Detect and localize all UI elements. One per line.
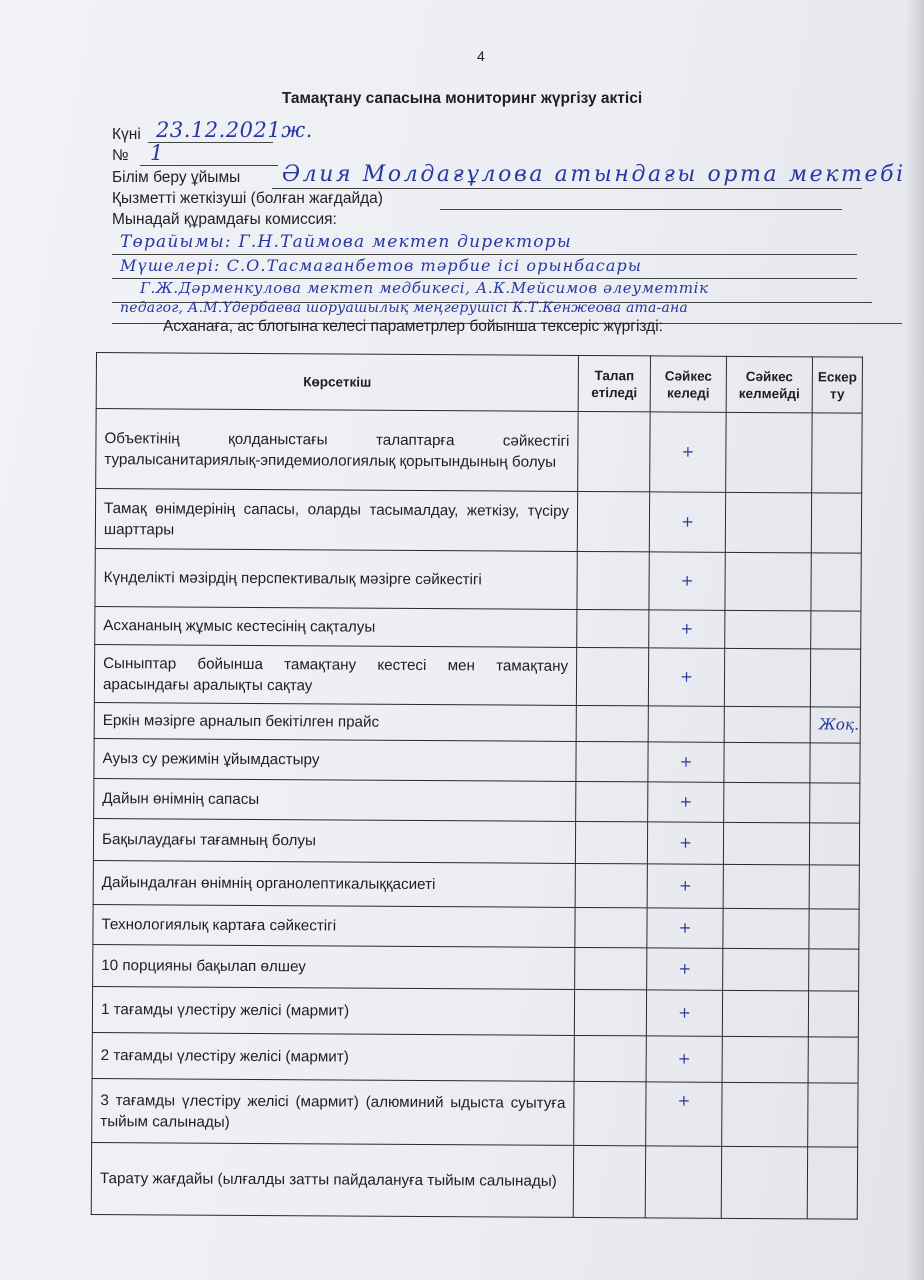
note-cell [809, 865, 859, 909]
number-label: № [112, 147, 129, 164]
note-cell [809, 823, 859, 865]
noncompliant-cell [723, 822, 809, 865]
compliant-mark: + [647, 948, 723, 990]
note-cell [810, 743, 860, 783]
criterion-cell: Тарату жағдайы (ылғалды затты пайдалануға тыйым салынады) [91, 1142, 573, 1217]
noncompliant-cell [725, 552, 811, 611]
noncompliant-cell [724, 782, 810, 823]
note-cell [811, 553, 861, 611]
org-value: Әлия Молдағұлова атындағы орта мектебі [282, 162, 906, 187]
criterion-cell: Тамақ өнімдерінің сапасы, оларды тасымалдау, жеткізу, түсіру шарттары [95, 489, 577, 552]
criterion-cell: 10 порцияны бақылап өлшеу [93, 944, 575, 989]
required-cell [575, 821, 647, 863]
required-cell [574, 989, 646, 1035]
required-cell [576, 647, 648, 705]
table-row [93, 860, 859, 909]
criterion-cell: 2 тағамды үлестіру желісі (мармит) [92, 1032, 574, 1081]
criterion-cell: Сыныптар бойынша тамақтану кестесі мен тамақтану арасындағы аралықты сақтау [94, 644, 576, 705]
header-noncompliant: Сәйкес келмейді [726, 356, 812, 413]
noncompliant-cell [724, 648, 810, 707]
number-underline [140, 165, 278, 166]
inspection-text: Асханаға, ас блогына келесі параметрлер бойынша тексеріс жүргізді: [163, 318, 663, 335]
note-cell [812, 413, 862, 493]
compliant-mark: + [649, 552, 725, 610]
criterion-cell: 3 тағамды үлестіру желісі (мармит) (алюминий ыдыста суытуға тыйым салынады) [92, 1078, 574, 1145]
table-row [94, 644, 860, 707]
criterion-cell: Еркін мәзірге арналып бекітілген прайс [94, 702, 576, 741]
compliant-mark: + [650, 412, 726, 492]
header-indicator: Көрсеткіш [96, 353, 578, 412]
compliant-mark: + [648, 782, 724, 822]
noncompliant-cell [724, 742, 810, 783]
criterion-cell: Ауыз су режимін ұйымдастыру [94, 738, 576, 781]
date-value: 23.12.2021ж. [156, 118, 313, 142]
note-cell [810, 783, 860, 823]
table-row [94, 702, 860, 743]
required-cell [577, 609, 649, 647]
table-row [93, 818, 859, 865]
note-handwritten: Жоқ. [810, 707, 860, 743]
number-value: 1 [150, 141, 164, 165]
table-row [95, 606, 861, 649]
commission-line-2: Мүшелері: С.О.Тасмағанбетов тәрбие ісі орынбасары [120, 256, 642, 275]
commission-label: Мынадай құрамдағы комиссия: [112, 211, 337, 228]
date-label: Күні [112, 126, 141, 143]
header-note: Ескер ту [812, 357, 862, 413]
table-row [95, 489, 861, 554]
inspection-table [91, 352, 863, 1220]
table-row [94, 738, 860, 783]
note-cell [809, 909, 859, 949]
required-cell [576, 741, 648, 781]
compliant-mark: + [646, 1082, 722, 1146]
table-row [92, 1032, 858, 1083]
note-cell [808, 1037, 858, 1083]
note-cell [811, 611, 861, 649]
compliant-mark: + [648, 648, 724, 706]
required-cell [577, 551, 649, 609]
header-required: Талап етіледі [578, 355, 650, 411]
note-cell [809, 949, 859, 991]
table-row [95, 548, 861, 611]
criterion-cell: Бақылаудағы тағамның болуы [93, 818, 575, 863]
required-cell [574, 1081, 646, 1145]
criterion-cell: 1 тағамды үлестіру желісі (мармит) [92, 986, 574, 1035]
table-row [93, 904, 859, 949]
compliant-mark [645, 1146, 721, 1218]
table-header-row [96, 353, 862, 414]
note-cell [811, 493, 861, 553]
table-row [92, 1078, 858, 1147]
note-cell [808, 991, 858, 1037]
note-cell [810, 649, 860, 707]
supplier-label: Қызметті жеткізуші (болған жағдайда) [112, 190, 383, 207]
commission-line-1: Төрайымы: Г.Н.Таймова мектеп директоры [120, 232, 572, 252]
required-cell [575, 907, 647, 947]
compliant-mark: + [648, 742, 724, 782]
org-underline [272, 188, 862, 189]
criterion-cell: Күнделікті мәзірдің перспективалық мәзірге сәйкестігі [95, 548, 577, 609]
compliant-mark: + [647, 864, 723, 908]
compliant-mark: + [646, 1036, 722, 1082]
table-row [94, 778, 860, 823]
noncompliant-cell [723, 948, 809, 991]
noncompliant-cell [725, 492, 811, 553]
table-row [91, 1142, 857, 1219]
required-cell [575, 947, 647, 989]
commission-underline-1 [112, 254, 857, 255]
required-cell [575, 863, 647, 907]
commission-line-4: педагог, А.М.Үдербаева шоруашылық меңгерушісі К.Т.Кенжеова ата-ана [120, 300, 688, 316]
compliant-mark [648, 706, 724, 742]
criterion-cell: Объектінің қолданыстағы талаптарға сәйкестігі туралысанитариялық-эпидемиологиялық қорытындының болуы [96, 409, 578, 492]
note-cell [808, 1083, 858, 1147]
supplier-underline [440, 209, 842, 210]
criterion-cell: Дайын өнімнің сапасы [94, 778, 576, 821]
table-row [96, 409, 862, 494]
required-cell [578, 411, 650, 491]
compliant-mark: + [649, 492, 725, 552]
noncompliant-cell [722, 990, 808, 1037]
noncompliant-cell [723, 864, 809, 909]
org-label: Білім беру ұйымы [112, 169, 241, 186]
criterion-cell: Дайындалған өнімнің органолептикалыққасиеті [93, 860, 575, 907]
compliant-mark: + [647, 822, 723, 864]
required-cell [576, 705, 648, 741]
required-cell [577, 491, 649, 551]
table-row [93, 944, 859, 991]
criterion-cell: Асхананың жұмыс кестесінің сақталуы [95, 606, 577, 647]
compliant-mark: + [649, 610, 725, 648]
page-shadow [906, 0, 924, 1280]
noncompliant-cell [726, 412, 812, 493]
compliant-mark: + [646, 990, 722, 1036]
required-cell [574, 1035, 646, 1081]
noncompliant-cell [725, 610, 811, 649]
criterion-cell: Технологиялық картаға сәйкестігі [93, 904, 575, 947]
date-underline [148, 142, 273, 143]
noncompliant-cell [724, 706, 810, 743]
page-number: 4 [477, 48, 485, 64]
required-cell [576, 781, 648, 821]
compliant-mark: + [647, 908, 723, 948]
noncompliant-cell [722, 1036, 808, 1083]
commission-line-3: Г.Ж.Дәрменкулова мектеп медбикесі, А.К.Мейсимов әлеуметтік [140, 279, 709, 297]
noncompliant-cell [721, 1146, 807, 1219]
document-title: Тамақтану сапасына мониторинг жүргізу актісі [281, 90, 643, 107]
noncompliant-cell [722, 1082, 808, 1147]
table-row [92, 986, 858, 1037]
note-cell [807, 1147, 857, 1219]
header-compliant: Сәйкес келеді [650, 356, 726, 412]
noncompliant-cell [723, 908, 809, 949]
required-cell [573, 1145, 645, 1217]
